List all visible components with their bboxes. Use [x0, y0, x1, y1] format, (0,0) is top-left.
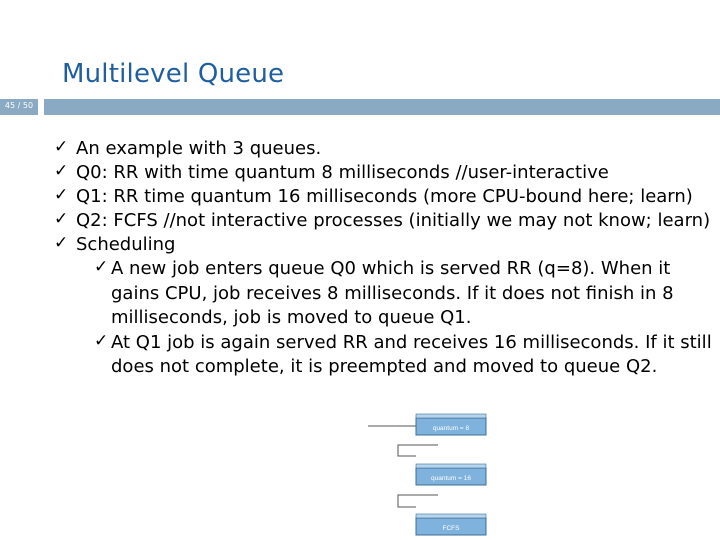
bullet-list — [54, 137, 714, 380]
bullet-text: Scheduling — [76, 234, 176, 255]
check-icon: ✓ — [54, 185, 69, 205]
page-number: 45 / 50 — [4, 101, 34, 110]
queue-box — [416, 414, 486, 435]
slide-title: Multilevel Queue — [62, 59, 285, 89]
sub-bullet-item — [54, 331, 714, 380]
check-icon: ✓ — [54, 233, 69, 253]
check-icon: ✓ — [54, 209, 69, 229]
bullet-item — [54, 209, 714, 233]
check-icon: ✓ — [54, 137, 69, 157]
bullet-item — [54, 185, 714, 209]
sub-bullet-text: A new job enters queue Q0 which is served RR (q=8). When it gains CPU, job receives 8 milliseconds. If it does not finish in 8 milliseconds, job is moved to queue Q1. — [111, 258, 674, 328]
queue-label: FCFS — [442, 525, 460, 532]
header-bar — [44, 99, 720, 115]
check-icon: ✓ — [94, 257, 109, 277]
feedback-arrow — [398, 495, 438, 507]
check-icon: ✓ — [54, 161, 69, 181]
sub-bullet-text: At Q1 job is again served RR and receives 16 milliseconds. If it still does not complete, it is preempted and moved to queue Q2. — [111, 331, 712, 377]
bullet-text: Q1: RR time quantum 16 milliseconds (more CPU-bound here; learn) — [76, 186, 693, 207]
feedback-arrow — [398, 445, 438, 456]
bullet-text: Q2: FCFS //not interactive processes (initially we may not know; learn) — [76, 210, 711, 231]
sub-bullet-item — [54, 257, 714, 331]
bullet-item — [54, 137, 714, 161]
queue-box — [416, 464, 486, 485]
check-icon: ✓ — [94, 330, 109, 351]
bullet-item — [54, 233, 714, 257]
queue-label: quantum = 16 — [431, 475, 471, 482]
bullet-item — [54, 161, 714, 185]
queue-box — [416, 514, 486, 535]
queue-label: quantum = 8 — [432, 425, 470, 432]
bullet-text: Q0: RR with time quantum 8 milliseconds //user-interactive — [76, 162, 609, 183]
bullet-text: An example with 3 queues. — [76, 138, 322, 159]
multilevel-queue-diagram — [368, 408, 488, 538]
